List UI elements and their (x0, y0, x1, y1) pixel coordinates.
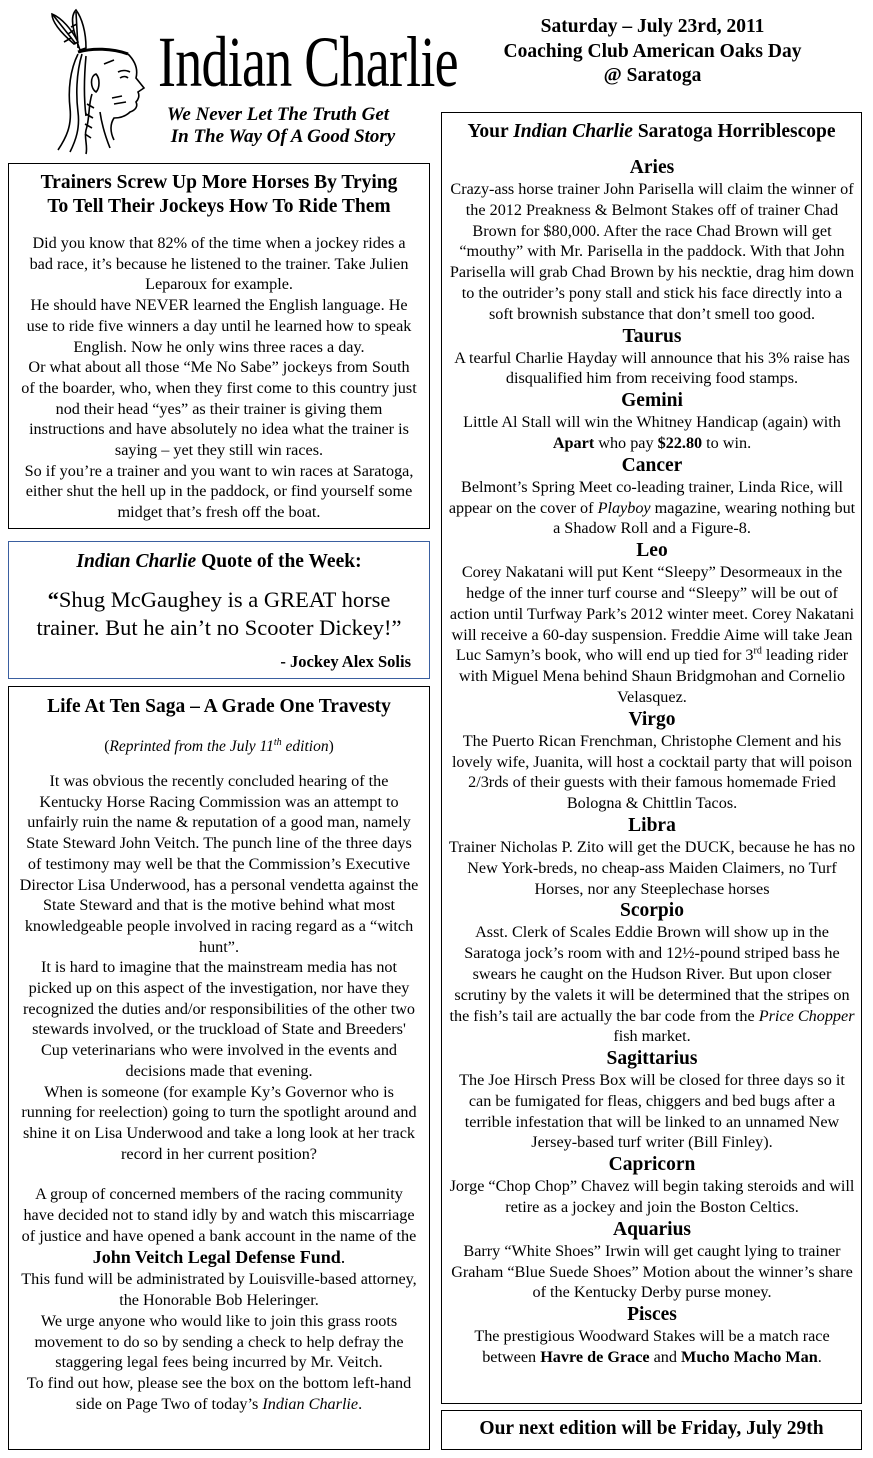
next-edition-box (441, 1410, 862, 1450)
masthead-title: Indian Charlie (158, 22, 458, 102)
scorpio-text: Asst. Clerk of Scales Eddie Brown will show up in the Saratoga jock’s room with and 12½-pound striped bass he swears he caught on the Hudson River. But upon closer scrutiny by the valets it will be determined that the stripes on the fish’s tail are actually the bar code from the Price Chopper fish market. (449, 923, 855, 1046)
sagittarius-text: The Joe Hirsch Press Box will be closed for three days so it can be fumigated for fleas, chiggers and bed bugs after a terrible infestation that will be linked to an unnamed New Jersey-based turf writer (Bill Finley). (459, 1071, 845, 1152)
trainers-paragraph-2: He should have NEVER learned the English language. He use to ride five winners a day until he learned how to speak English. Now he only wins three races a day. (26, 296, 412, 356)
aries-text: Crazy-ass horse trainer John Parisella will claim the winner of the 2012 Preakness & Belmont Stakes off of trainer Chad Brown for $80,000. After the race Chad Brown will get “mouthy” with Mr. Parisella in the paddock. With that John Parisella will grab Chad Brown by his necktie, drag him down to the outrider’s pony stall and stick his face directly into a soft brownish substance that don’t smell too good. (449, 180, 855, 323)
sign-capricorn: Capricorn (608, 1154, 696, 1176)
masthead-tagline-1: We Never Let The Truth Get (166, 104, 390, 125)
sign-gemini: Gemini (621, 390, 683, 412)
saga-paragraph-7: To find out how, please see the box on the bottom left-hand side on Page Two of today’s Indian Charlie. (26, 1373, 412, 1413)
quote-text (15, 586, 423, 642)
life-at-ten-article (8, 686, 430, 1450)
masthead-tagline-2: In The Way Of A Good Story (170, 126, 396, 147)
quote-of-the-week-box (8, 541, 430, 679)
sign-scorpio: Scorpio (620, 900, 684, 922)
trainers-paragraph-3: Or what about all those “Me No Sabe” jockeys from South of the boarder, who, when they first come to this country just nod their head “yes” as their trainer is giving them instructions and have absolutely no idea what the trainer is saying – yet they still win races. (21, 358, 417, 460)
leo-text: Corey Nakatani will put Kent “Sleepy” Desormeaux in the hedge of the inner turf course and “Sleepy” will be out of action until Turfway Park’s 2012 winter meet. Corey Nakatani will receive a 60-day suspension. Freddie Aime will take Jean Luc Samyn’s book, who will end up tied for 3rd leading rider with Miguel Mena behind Shaun Bridgmohan and Cornelio Velasquez. (449, 563, 855, 706)
saga-paragraph-6: We urge anyone who would like to join this grass roots movement to do so by sending a check to help defray the staggering legal fees being incurred by Mr. Veitch. (34, 1311, 404, 1372)
horriblescope-box (441, 112, 862, 1404)
sign-virgo: Virgo (628, 708, 676, 730)
next-edition-text: Our next edition will be Friday, July 29th (479, 1418, 824, 1439)
trainers-headline-1: Trainers Screw Up More Horses By Trying (40, 172, 398, 193)
dateline-venue: @ Saratoga (603, 65, 702, 86)
saga-fund-name: John Veitch Legal Defense Fund (92, 1247, 341, 1268)
libra-text: Trainer Nicholas P. Zito will get the DUCK, because he has no New York-breds, no cheap-ass Maiden Claimers, no Turf Horses, nor any Steeplechase horses (448, 837, 856, 898)
saga-paragraph-4: A group of concerned members of the racing community have decided not to stand idly by and watch this miscarriage of justice and have opened a bank account in the name of the (21, 1185, 417, 1245)
capricorn-text: Jorge “Chop Chop” Chavez will begin taking steroids and will retire as a jockey and join the Boston Celtics. (449, 1177, 855, 1217)
sign-taurus: Taurus (622, 325, 682, 347)
indian-head-logo (40, 8, 165, 156)
sign-libra: Libra (628, 814, 676, 836)
dateline-event: Coaching Club American Oaks Day (503, 40, 802, 62)
trainers-headline-2: To Tell Their Jockeys How To Ride Them (47, 196, 391, 217)
trainers-paragraph-4: So if you’re a trainer and you want to win races at Saratoga, either shut the hell up in the paddock, or find yourself some midget that’s fresh off the boat. (24, 461, 414, 522)
sign-sagittarius: Sagittarius (606, 1048, 698, 1070)
cancer-text: Belmont’s Spring Meet co-leading trainer, Linda Rice, will appear on the cover of Playboy magazine, wearing nothing but a Shadow Roll and a Figure-8. (448, 477, 856, 538)
taurus-text: A tearful Charlie Hayday will announce that his 3% raise has disqualified him from receiving food stamps. (454, 348, 850, 388)
virgo-text: The Puerto Rican Frenchman, Christophe Clement and his lovely wife, Juanita, will host a cocktail party that will poison 2/3rds of their guests with their famous homemade Fried Bologna & Chittlin Tacos. (451, 731, 853, 813)
sign-leo: Leo (636, 540, 668, 562)
sign-pisces: Pisces (627, 1304, 677, 1326)
saga-fund-line: John Veitch Legal Defense Fund. (92, 1247, 346, 1268)
pisces-text: The prestigious Woodward Stakes will be a match race between Havre de Grace and Mucho Macho Man. (474, 1327, 830, 1367)
sign-aquarius: Aquarius (612, 1218, 692, 1240)
trainers-paragraph-1: Did you know that 82% of the time when a jockey rides a bad race, it’s because he listened to the trainer. Take Julien Leparoux for example. (29, 234, 409, 294)
trainers-article (8, 163, 430, 529)
horriblescope-heading: Your Indian Charlie Saratoga Horriblescope (467, 121, 836, 142)
dateline-date: Saturday – July 23rd, 2011 (540, 16, 765, 37)
sign-cancer: Cancer (621, 454, 683, 476)
quote-attribution: - Jockey Alex Solis (280, 652, 411, 671)
sign-aries: Aries (629, 157, 675, 178)
saga-paragraph-1: It was obvious the recently concluded hearing of the Kentucky Horse Racing Commission was an attempt to unfairly ruin the name & reputation of a good man, namely State Steward John Veitch. The punch line of the three days of testimony may well be that the Commission’s Executive Director Lisa Underwood, has a personal vendetta against the State Steward and that is the motive behind what most knowledgeable people involved in racing regard as a “witch hunt”. (19, 772, 419, 956)
quote-open-mark: “ (47, 587, 59, 612)
dateline (445, 15, 860, 89)
saga-paragraph-3: When is someone (for example Ky’s Governor who is running for reelection) going to turn the spotlight around and shine it on Lisa Underwood and take a long look at her track record in her current position? (21, 1082, 417, 1163)
quote-heading-brand: Indian Charlie (76, 551, 197, 572)
aquarius-text: Barry “White Shoes” Irwin will get caught lying to trainer Graham “Blue Suede Shoes” Motion about the winner’s share of the Kentucky Derby purse money. (451, 1241, 853, 1302)
saga-paragraph-5: This fund will be administrated by Louisville-based attorney, the Honorable Bob Heleringer. (21, 1270, 417, 1310)
quote-heading-rest: Quote of the Week: (196, 551, 362, 572)
indian-head-illustration-icon (40, 8, 165, 156)
quote-body: Shug McGaughey is a GREAT horse trainer. But he ain’t no Scooter Dickey!” (36, 587, 402, 640)
saga-paragraph-2: It is hard to imagine that the mainstream media has not picked up on this aspect of the investigation, nor have they recognized the duties and/or responsibilities of the other two stewards involved, or the truckload of State and Breeders' Cup veterinarians who were involved in the events and decisions made that evening. (23, 958, 415, 1080)
saga-headline: Life At Ten Saga – A Grade One Travesty (47, 696, 391, 717)
gemini-text: Little Al Stall will win the Whitney Handicap (again) with Apart who pay $22.80 to win. (463, 413, 841, 452)
quote-heading (9, 550, 429, 574)
saga-reprint-note: (Reprinted from the July 11th edition) (104, 736, 334, 755)
